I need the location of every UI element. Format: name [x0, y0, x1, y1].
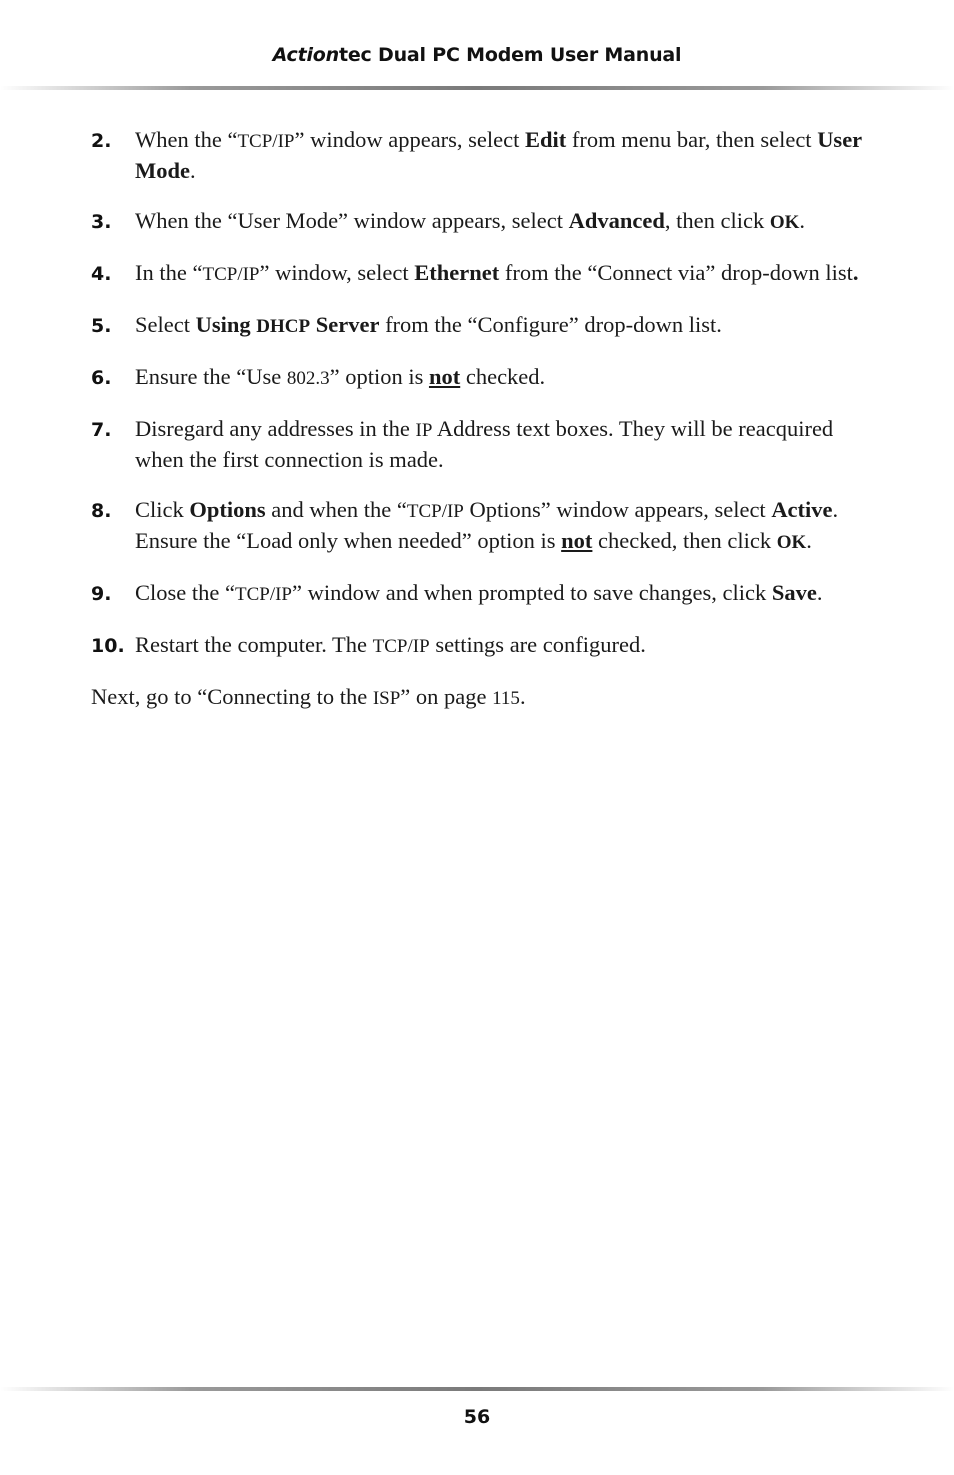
step-text: When the “User Mode” window appears, select Advanced, then click OK. — [135, 208, 806, 233]
step-6 — [91, 362, 871, 393]
step-text: Close the “TCP/IP” window and when prompted to save changes, click Save. — [135, 580, 823, 605]
step-number: 8. — [91, 500, 112, 522]
step-7 — [91, 414, 871, 474]
step-text: In the “TCP/IP” window, select Ethernet from the “Connect via” drop-down list. — [135, 260, 859, 285]
step-text: Restart the computer. The TCP/IP settings are configured. — [135, 632, 646, 657]
step-4 — [91, 258, 871, 289]
header-brand-italic: Action — [272, 44, 339, 66]
step-5 — [91, 310, 871, 341]
header-title: tec Dual PC Modem User Manual — [338, 44, 682, 66]
step-text: Click Options and when the “TCP/IP Options” window appears, select Active. Ensure the “Load only when needed” option is not checked, then click OK. — [135, 497, 839, 553]
step-number: 10. — [91, 635, 125, 657]
instruction-list — [91, 125, 871, 713]
header-rule — [0, 86, 954, 90]
page-number: 56 — [463, 1406, 491, 1428]
step-number: 6. — [91, 367, 112, 389]
step-9 — [91, 578, 871, 609]
footer-rule — [0, 1387, 954, 1391]
step-text: Disregard any addresses in the IP Address text boxes. They will be reacquired when the first connection is made. — [135, 416, 834, 472]
step-2 — [91, 125, 871, 185]
step-number: 9. — [91, 583, 112, 605]
step-number: 3. — [91, 211, 112, 233]
step-number: 4. — [91, 263, 112, 285]
step-10 — [91, 630, 871, 661]
step-8 — [91, 495, 871, 557]
step-text: Select Using DHCP Server from the “Configure” drop-down list. — [135, 312, 722, 337]
step-number: 2. — [91, 130, 112, 152]
step-number: 5. — [91, 315, 112, 337]
step-text: When the “TCP/IP” window appears, select Edit from menu bar, then select User Mode. — [135, 127, 862, 183]
step-3 — [91, 206, 871, 237]
step-text: Ensure the “Use 802.3” option is not checked. — [135, 364, 546, 389]
step-number: 7. — [91, 419, 112, 441]
next-step-text: Next, go to “Connecting to the ISP” on page 115. — [91, 684, 526, 709]
running-header — [0, 44, 954, 66]
